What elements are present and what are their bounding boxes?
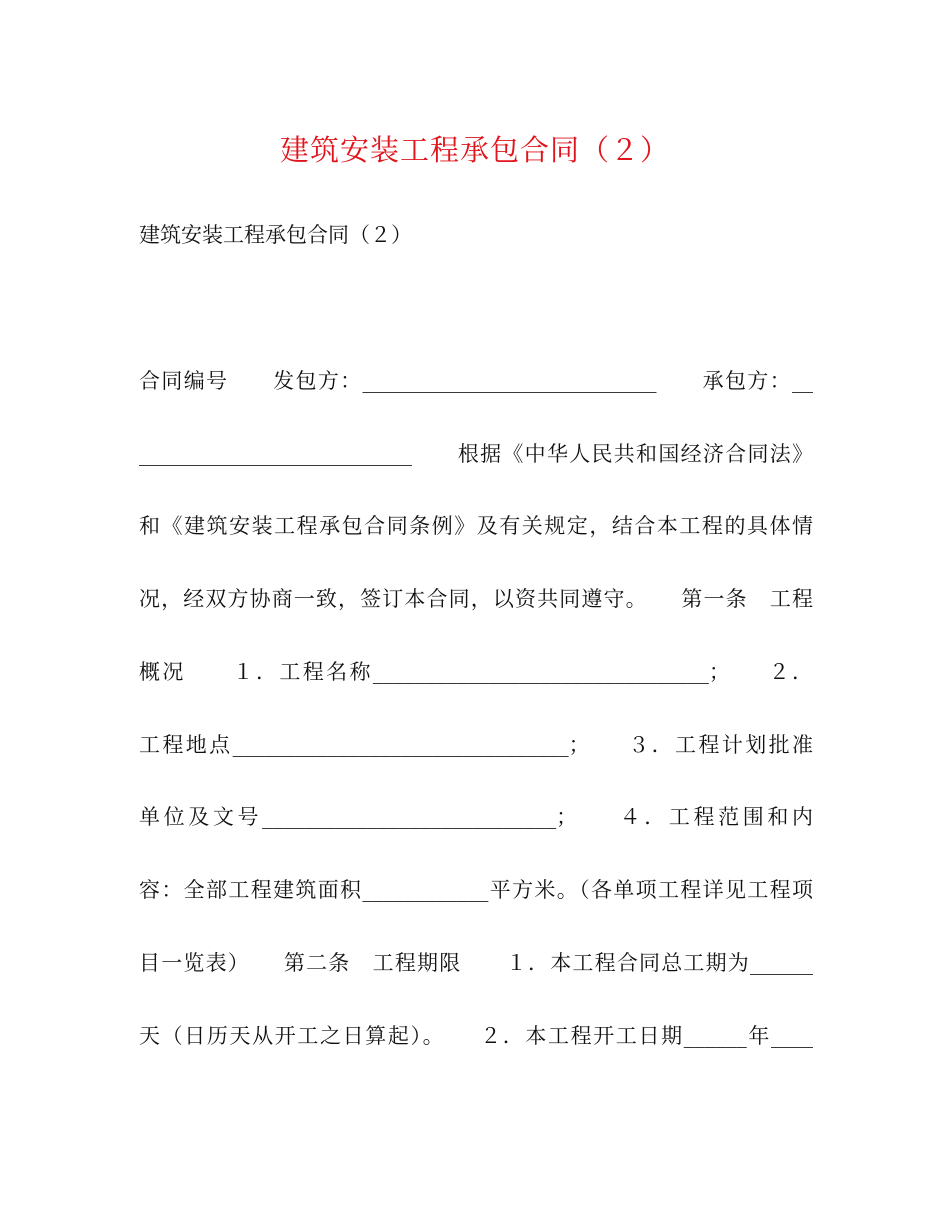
body-line: 合同编号 发包方：____________________________ 承包方：__ [139, 369, 813, 393]
body-line: 天（日历天从开工之日算起）。 ２．本工程开工日期______年____ [139, 1024, 813, 1048]
body-line: 和《建筑安装工程承包合同条例》及有关规定，结合本工程的具体情 [139, 514, 813, 538]
body-line: __________________________ 根据《中华人民共和国经济合同法》 [139, 442, 813, 466]
document-subtitle: 建筑安装工程承包合同（２） [139, 223, 412, 247]
body-line: 目一览表） 第二条 工程期限 １．本工程合同总工期为______ [139, 951, 813, 975]
body-line: 容：全部工程建筑面积____________平方米。（各单项工程详见工程项 [139, 878, 813, 902]
document-title: 建筑安装工程承包合同（２） [279, 133, 670, 167]
body-line: 况，经双方协商一致，签订本合同，以资共同遵守。 第一条 工程 [139, 587, 813, 611]
body-line: 概况 １．工程名称________________________________； ２． [139, 660, 813, 684]
body-line: 单位及文号____________________________； ４．工程范围和内 [139, 805, 813, 829]
body-line: 工程地点________________________________； ３．工程计划批准 [139, 733, 813, 757]
